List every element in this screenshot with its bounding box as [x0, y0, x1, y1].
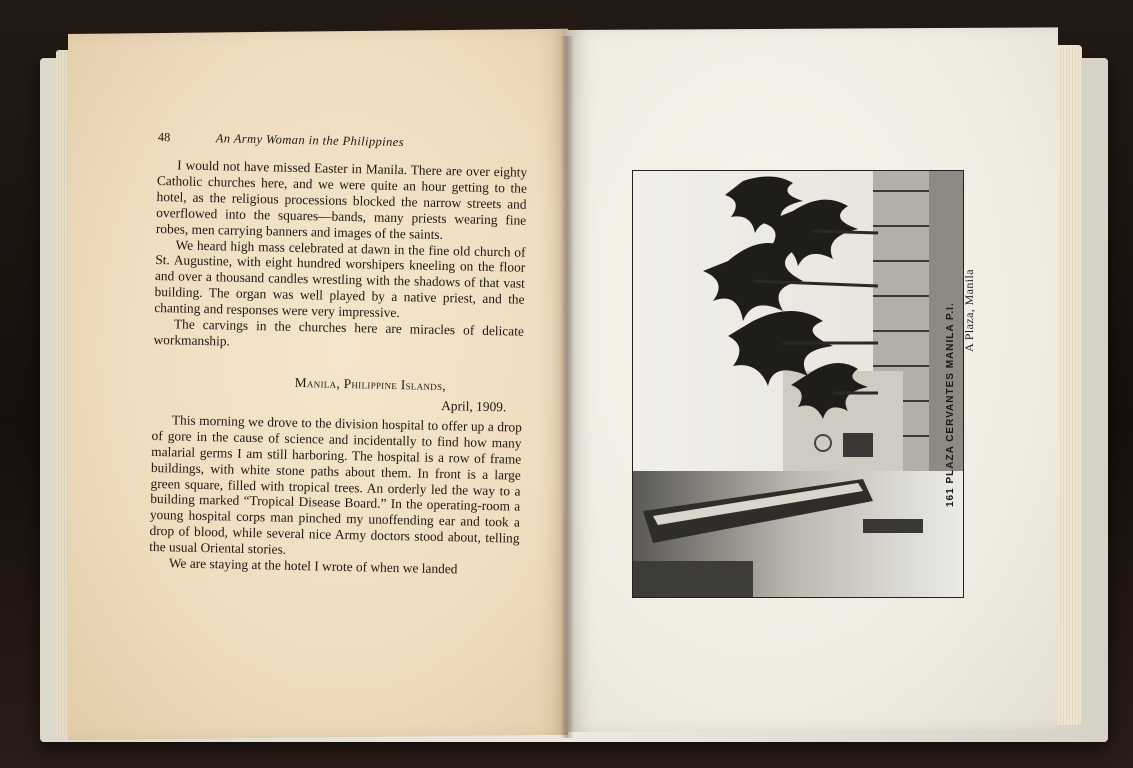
paragraph: We heard high mass celebrated at dawn in the fine old church of St. Augustine, with eight hundred worshipers kneeling on the floor and over a thousand candles wrestling with the shadows of that vast building. The organ was well played by a native priest, and the chanting and responses were very impressive.	[154, 236, 526, 321]
curb	[863, 519, 923, 533]
dateline-place: Manila, Philippine Islands,	[294, 374, 447, 393]
running-title: An Army Woman in the Philippines	[215, 131, 405, 150]
plaza-photo-illustration	[633, 171, 963, 597]
photo-inscription: 161 PLAZA CERVANTES MANILA P.I.	[945, 302, 956, 507]
foreground-shadow	[633, 561, 753, 597]
plaza-photograph	[632, 170, 964, 598]
book-gutter	[560, 36, 574, 738]
photo-caption-text: A Plaza, Manila	[962, 269, 976, 352]
dateline-date: April, 1909.	[441, 397, 507, 415]
paragraph: I would not have missed Easter in Manila. There are over eighty Catholic churches here, and we were quite an hour getting to the hotel, as the religious processions blocked the narrow streets and overflowed into the squares—bands, many priests wearing fine robes, men carrying banners and images of the saints.	[155, 157, 528, 242]
photo-caption	[962, 269, 977, 352]
left-page-text	[149, 130, 528, 579]
page-number: 48	[157, 130, 171, 145]
church-door	[843, 433, 873, 457]
paragraph: This morning we drove to the division hospital to offer up a drop of gore in the cause of science and incidentally to find how many malarial germs I am still harboring. The hospital is a row of frame buildings, with white stone paths about them. In front is a large green square, filled with tropical trees. An orderly led the way to a building marked “Tropical Disease Board.” In the operating-room a young hospital corps man pinched my unoffending ear and took a drop of blood, while several nice Army doctors stood about, telling the usual Oriental stories.	[149, 412, 523, 557]
paragraph: We are staying at the hotel I wrote of when we landed	[168, 555, 458, 577]
paragraph: The carvings in the churches here are miracles of delicate workmanship.	[153, 316, 525, 349]
